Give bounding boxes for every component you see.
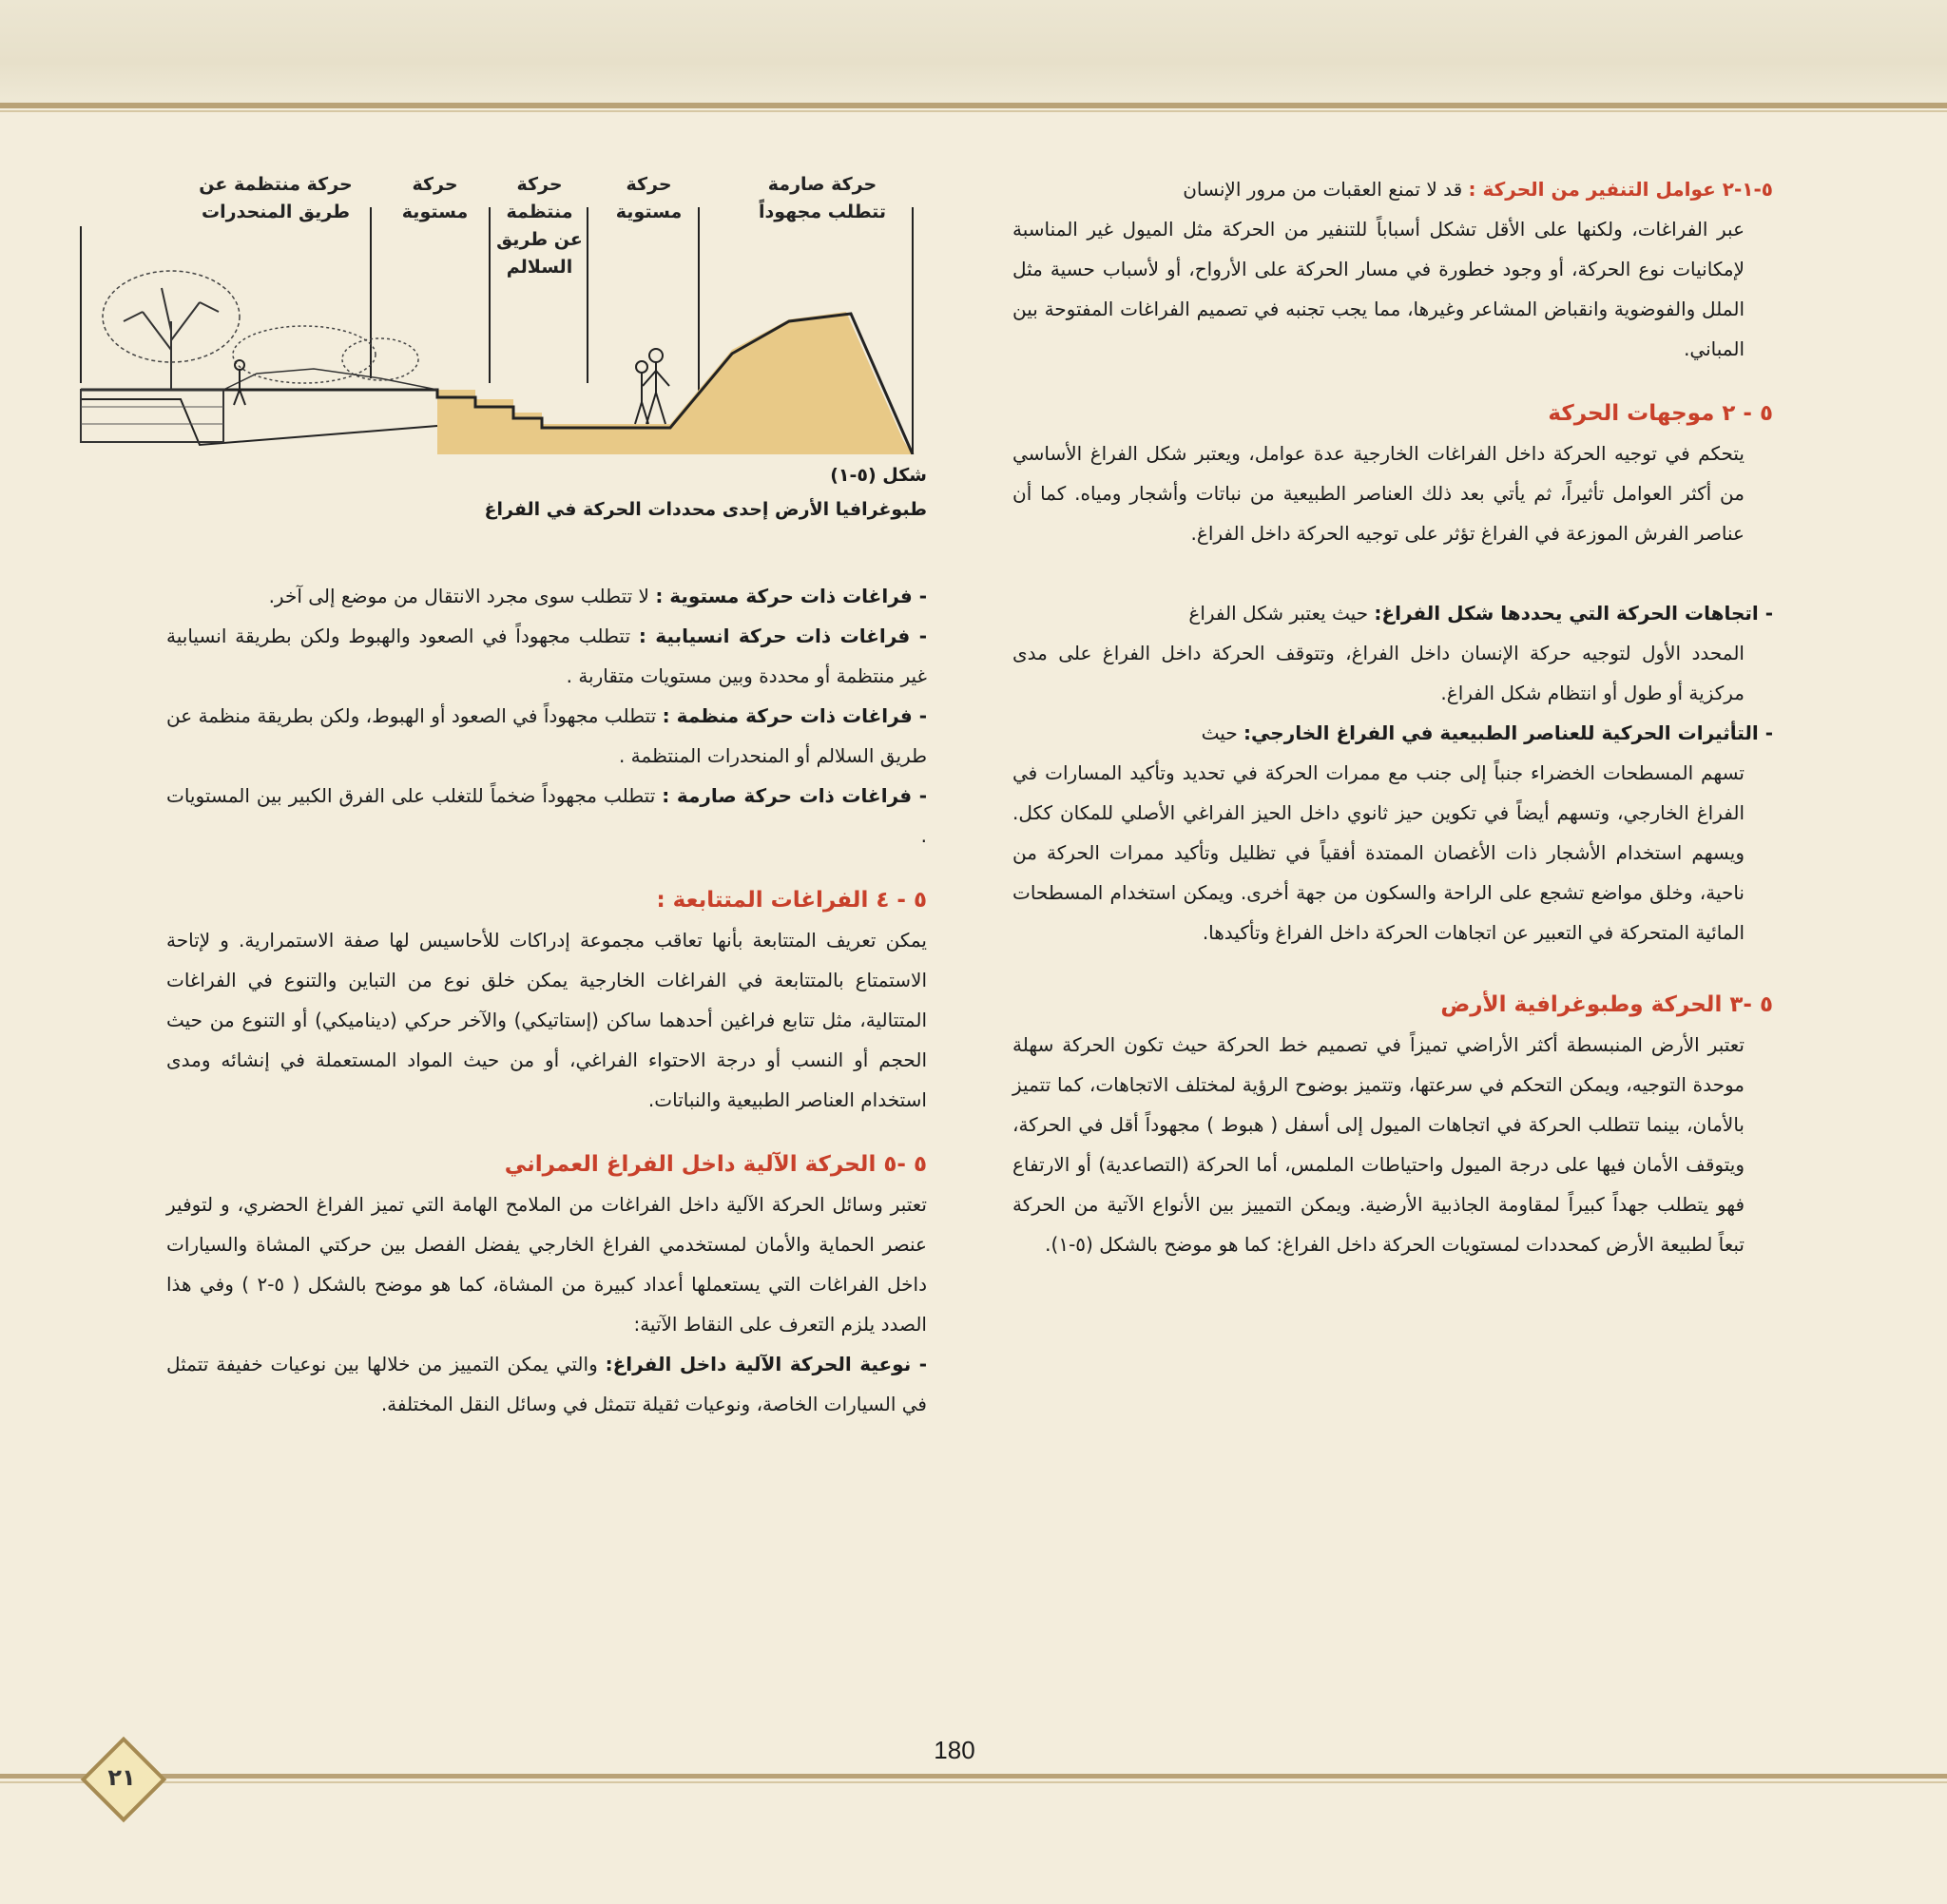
- figure-label-level-movement-2: حركة مستوية: [401, 174, 469, 222]
- bullet-title: - فراغات ذات حركة انسيابية :: [638, 625, 927, 647]
- page-number: ٢١: [107, 1764, 136, 1791]
- bullet-item: [166, 1344, 927, 1424]
- paragraph-text: قد لا تمنع العقبات من مرور الإنسان: [1183, 178, 1463, 201]
- section-heading: ٥ - ٤ الفراغات المتتابعة :: [656, 888, 927, 913]
- bullet-title: - نوعية الحركة الآلية داخل الفراغ:: [605, 1353, 927, 1375]
- bullet-item: [1012, 713, 1773, 753]
- section-heading: ٥ - ٢ موجهات الحركة: [1548, 401, 1773, 426]
- header-rule-thin: [0, 110, 1947, 112]
- bullet-text: لا تتطلب سوى مجرد الانتقال من موضع إلى آخر.: [268, 585, 649, 607]
- bullet-item: [166, 776, 927, 856]
- bullet-text: حيث: [1201, 721, 1238, 744]
- right-column: [1012, 169, 1773, 1264]
- figure-title: طبوغرافيا الأرض إحدى محددات الحركة في الفراغ: [484, 499, 927, 520]
- bullet-text: تتطلب مجهوداً في الصعود والهبوط ولكن بطريقة انسيابية غير منتظمة أو محددة وبين مستويات متقاربة .: [166, 625, 927, 687]
- bullet-title: - التأثيرات الحركية للعناصر الطبيعية في الفراغ الخارجي:: [1243, 721, 1773, 744]
- footer-rule-thin: [0, 1781, 1947, 1783]
- footer-rule: [0, 1774, 1947, 1779]
- bullet-text: حيث يعتبر شكل الفراغ: [1188, 602, 1369, 625]
- bullet-text: والتي يمكن التمييز من خلالها بين نوعيات خفيفة تتمثل في السيارات الخاصة، ونوعيات ثقيلة تتمثل في وسائل النقل المختلفة.: [166, 1353, 927, 1415]
- paragraph: تعتبر الأرض المنبسطة أكثر الأراضي تميزاً في تصميم خط الحركة حيث تكون الحركة سهلة موحدة التوجيه، ويمكن التحكم في سرعتها، وتتميز بوضوح الرؤية لمختلف الاتجاهات، كما تتميز بالأمان، بينما تتطلب الحركة في اتجاهات الميول إلى أسفل ( هبوط ) مجهوداً أقل في الحركة، ويتوقف الأمان فيها على درجة الميول واحتياطات الملمس، أما الحركة (التصاعدية) أو الارتفاع فهو يتطلب جهداً كبيراً لمقاومة الجاذبية الأرضية. ويمكن التمييز بين الأنواع الآتية من الحركة تبعاً لطبيعة الأرض كمحددات لمستويات الحركة داخل الفراغ: كما هو موضح بالشكل (٥-١).: [1012, 1033, 1745, 1256]
- paragraph: يمكن تعريف المتتابعة بأنها تعاقب مجموعة إدراكات للأحاسيس لها صفة الاستمرارية. و لإتاحة الاستمتاع بالمتتابعة في الفراغات الخارجية يمكن خلق نوع من التباين والتنوع في الفراغات المتتالية، مثل تتابع فراغين أحدهما ساكن (إستاتيكي) والآخر حركي (ديناميكي) أو التنوع من حيث الحجم أو النسب أو درجة الاحتواء الفراغي، أو من حيث المواد المستعملة في إنشائه ومدى استخدام العناصر الطبيعية والنباتات.: [166, 929, 927, 1111]
- bullet-item: [166, 576, 927, 616]
- figure-label-stairs-movement: حركة منتظمة عن طريق السلالم: [496, 174, 583, 278]
- bullet-title: - فراغات ذات حركة صارمة :: [662, 784, 928, 807]
- page-header-band: [0, 0, 1947, 105]
- section-heading: ٥ -٣ الحركة وطبوغرافية الأرض: [1440, 992, 1773, 1017]
- bullet-item: [1012, 593, 1773, 633]
- section-heading: ٥ -٥ الحركة الآلية داخل الفراغ العمراني: [504, 1152, 927, 1177]
- figure-label-strict-movement: حركة صارمة تتطلب مجهوداً: [758, 174, 887, 222]
- bullet-text: تتطلب مجهوداً في الصعود أو الهبوط، ولكن بطريقة منظمة عن طريق السلالم أو المنحدرات المنتظمة .: [166, 704, 927, 767]
- bullet-title: - فراغات ذات حركة منظمة :: [662, 704, 927, 727]
- paragraph: تعتبر وسائل الحركة الآلية داخل الفراغات من الملامح الهامة التي تميز الفراغ الحضري، و لتوفير عنصر الحماية والأمان لمستخدمي الفراغ الخارجي يفضل الفصل بين حركتي المشاة والسيارات داخل الفراغات التي يستعملها أعداد كبيرة من المشاة، كما هو موضح بالشكل ( ٥-٢ ) وفي هذا الصدد يلزم التعرف على النقاط الآتية:: [166, 1193, 927, 1336]
- paragraph: المحدد الأول لتوجيه حركة الإنسان داخل الفراغ، وتتوقف الحركة داخل الفراغ على مدى مركزية أو طول أو انتظام شكل الفراغ.: [1012, 642, 1745, 704]
- header-rule: [0, 103, 1947, 108]
- figure-caption: [67, 458, 927, 527]
- paragraph: عبر الفراغات، ولكنها على الأقل تشكل أسباباً للتنفير من الحركة مثل الميول غير المناسبة لإمكانيات نوع الحركة، أو وجود خطورة في مسار الحركة على الأرواح، أو لأسباب حسية مثل الملل والفوضوية وانقباض المشاعر وغيرها، مما يجب تجنبه في تصميم الفراغات المفتوحة بين المباني.: [1012, 218, 1745, 360]
- paragraph: يتحكم في توجيه الحركة داخل الفراغات الخارجية عدة عوامل، ويعتبر شكل الفراغ الأساسي من أكثر العوامل تأثيراً، ثم يأتي بعد ذلك العناصر الطبيعية من نباتات وأشجار ومياه. كما أن عناصر الفرش الموزعة في الفراغ تؤثر على توجيه الحركة داخل الفراغ.: [1012, 442, 1745, 545]
- section-heading: ٥-١-٢ عوامل التنفير من الحركة :: [1468, 178, 1773, 201]
- page-folio: 180: [934, 1736, 975, 1764]
- bullet-item: [166, 616, 927, 696]
- bullet-title: - اتجاهات الحركة التي يحددها شكل الفراغ:: [1374, 602, 1773, 625]
- bullet-text: تتطلب مجهوداً ضخماً للتغلب على الفرق الكبير بين المستويات .: [166, 784, 927, 847]
- bullet-item: [166, 696, 927, 776]
- paragraph: تسهم المسطحات الخضراء جنباً إلى جنب مع ممرات الحركة في تحديد وتأكيد المسارات في الفراغ الخارجي، وتسهم أيضاً في تكوين حيز ثانوي داخل الحيز الفراغي الأصلي للمكان ككل. ويسهم استخدام الأشجار ذات الأغصان الممتدة أفقياً في تظليل وتأكيد ممرات الحركة من ناحية، وخلق مواضع تشجع على الراحة والسكون من جهة أخرى. ويمكن استخدام المسطحات المائية المتحركة في التعبير عن اتجاهات الحركة داخل الفراغ وتأكيدها.: [1012, 761, 1745, 944]
- topography-figure: [67, 174, 927, 454]
- figure-label-level-movement: حركة مستوية: [615, 174, 683, 222]
- section-5-1-2: [1012, 169, 1773, 209]
- left-column: [166, 576, 927, 1424]
- figure-number: شكل (٥-١): [830, 465, 927, 486]
- bullet-title: - فراغات ذات حركة مستوية :: [655, 585, 927, 607]
- figure-label-ramp-movement: حركة منتظمة عن طريق المنحدرات: [199, 174, 353, 222]
